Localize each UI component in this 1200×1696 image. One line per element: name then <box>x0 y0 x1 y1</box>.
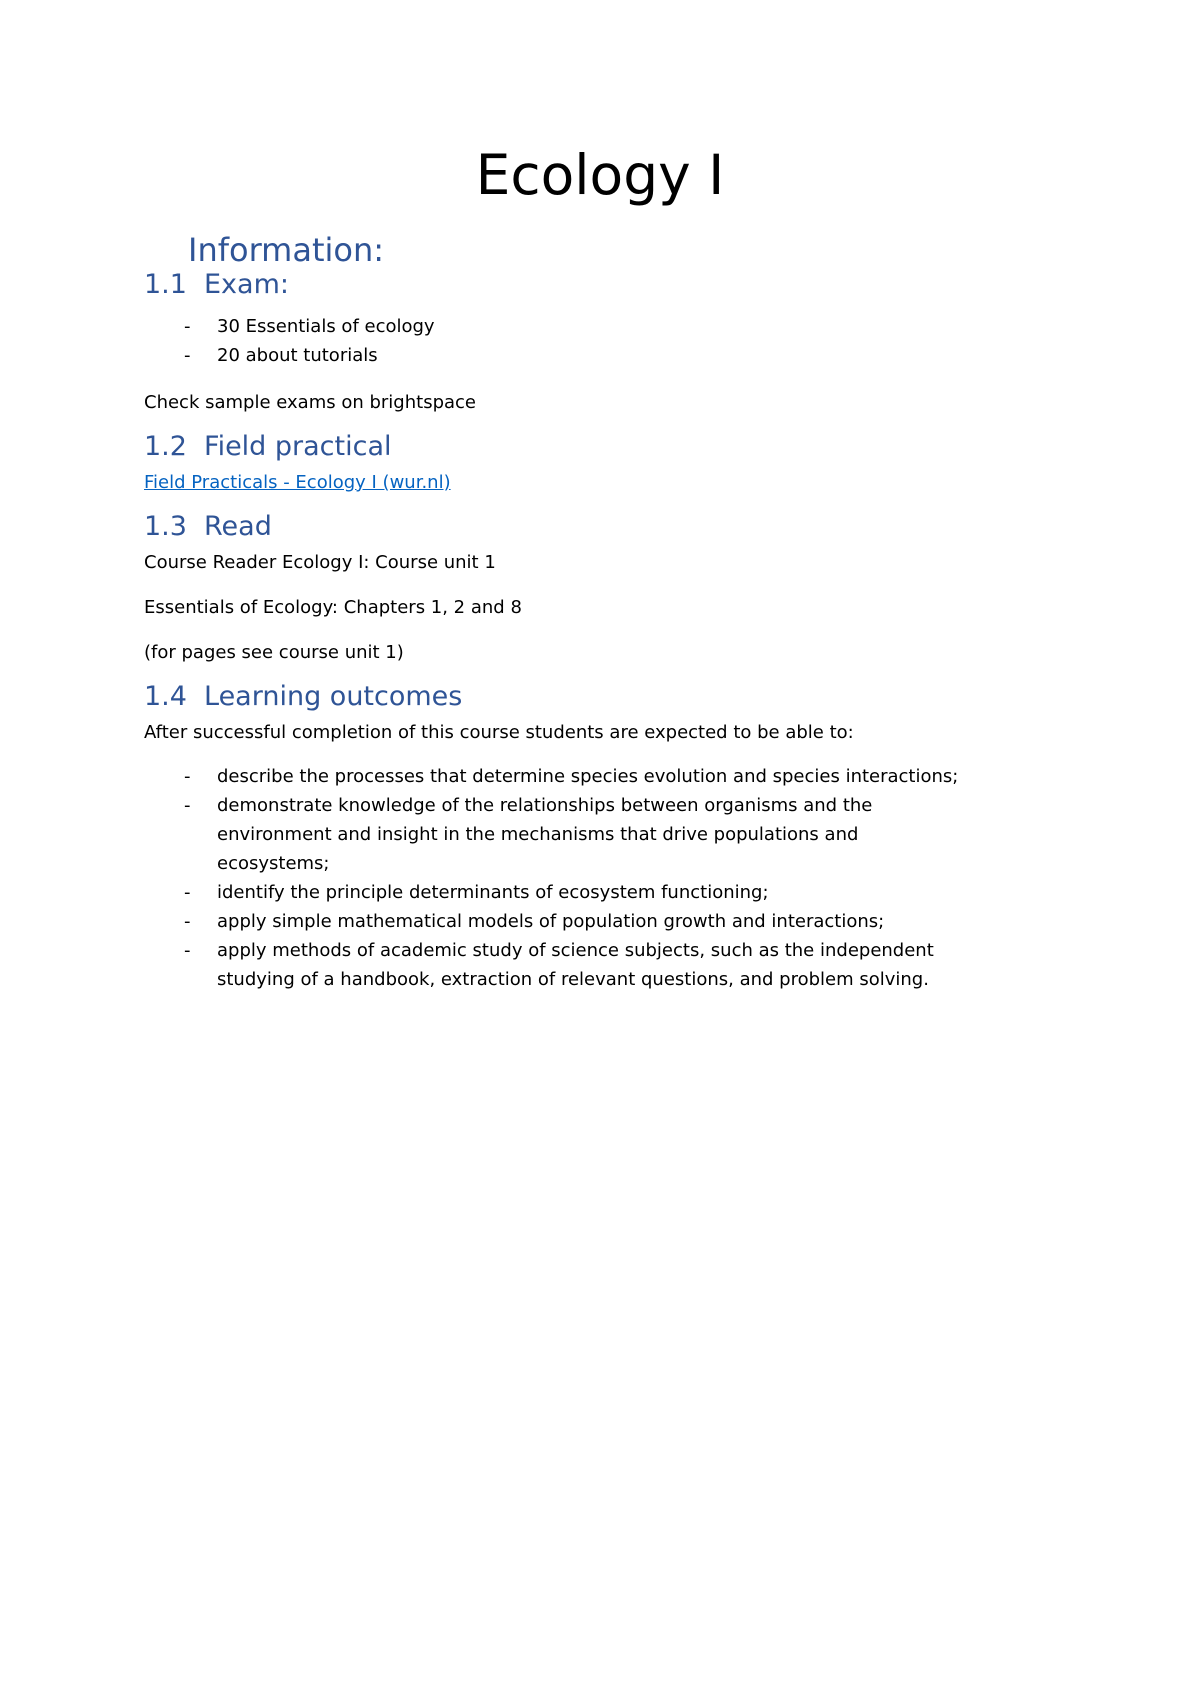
read-line: (for pages see course unit 1) <box>144 642 404 663</box>
list-item <box>144 762 1044 791</box>
list-item <box>144 936 964 994</box>
bullet-marker: - <box>184 911 191 932</box>
bullet-marker: - <box>184 795 191 816</box>
section-heading-read <box>144 510 272 544</box>
list-item-text: demonstrate knowledge of the relationships between organisms and the environment and insight in the mechanisms that drive populations and ecosystems; <box>217 795 873 874</box>
section-number: 1.2 <box>144 431 187 462</box>
outcomes-intro: After successful completion of this course students are expected to be able to: <box>144 722 854 743</box>
section-number: 1.3 <box>144 511 187 542</box>
list-item-text: apply methods of academic study of science subjects, such as the independent studying of a handbook, extraction of relevant questions, and problem solving. <box>217 940 934 990</box>
list-item-text: identify the principle determinants of ecosystem functioning; <box>217 882 769 903</box>
field-practicals-link[interactable]: Field Practicals - Ecology I (wur.nl) <box>144 472 451 493</box>
list-item <box>144 341 1044 370</box>
exam-note: Check sample exams on brightspace <box>144 392 476 413</box>
list-item-text: 20 about tutorials <box>217 345 378 366</box>
section-title: Learning outcomes <box>204 681 463 712</box>
read-line: Essentials of Ecology: Chapters 1, 2 and 8 <box>144 597 522 618</box>
bullet-marker: - <box>184 882 191 903</box>
bullet-marker: - <box>184 345 191 366</box>
section-title: Field practical <box>204 431 392 462</box>
list-item <box>144 312 1044 341</box>
section-title: Exam: <box>204 269 289 300</box>
document-title: Ecology I <box>475 143 725 207</box>
section-number: 1.4 <box>144 681 187 712</box>
read-line: Course Reader Ecology I: Course unit 1 <box>144 552 496 573</box>
section-number: 1.1 <box>144 269 187 300</box>
bullet-marker: - <box>184 766 191 787</box>
section-title: Read <box>204 511 272 542</box>
section-heading-exam <box>144 268 289 302</box>
list-item <box>144 907 1044 936</box>
list-item-text: apply simple mathematical models of population growth and interactions; <box>217 911 885 932</box>
bullet-marker: - <box>184 940 191 961</box>
list-item-text: describe the processes that determine species evolution and species interactions; <box>217 766 959 787</box>
information-heading: Information: <box>188 231 385 269</box>
list-item-text: 30 Essentials of ecology <box>217 316 435 337</box>
list-item <box>144 878 1044 907</box>
bullet-marker: - <box>184 316 191 337</box>
section-heading-field-practical <box>144 430 392 464</box>
section-heading-learning-outcomes <box>144 680 462 714</box>
field-link-line <box>144 471 451 495</box>
list-item <box>144 791 904 878</box>
